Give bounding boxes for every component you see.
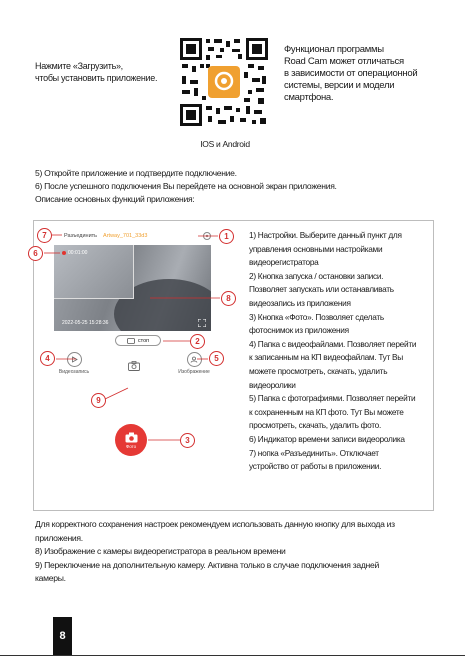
note-line: в зависимости от операционной xyxy=(284,68,418,79)
photo-folder-label: Изображение xyxy=(178,369,210,375)
step-line: Описание основных функций приложения: xyxy=(35,194,195,204)
desc-line: фотоснимок из приложения xyxy=(249,325,349,336)
desc-line: управления основными настройками xyxy=(249,243,383,254)
recording-indicator xyxy=(62,250,87,256)
photo-button[interactable] xyxy=(115,424,147,456)
bottom-line: 8) Изображение с камеры видеорегистратора в реальном времени xyxy=(35,546,286,556)
device-name: Artway_701_33d3 xyxy=(103,233,148,239)
live-video-feed xyxy=(54,245,211,331)
callout-5: 5 xyxy=(209,351,224,366)
bottom-line: 9) Переключение на дополнительную камеру. Активна только в случае подключения задней xyxy=(35,559,379,570)
callout-4: 4 xyxy=(40,351,55,366)
video-folder-label: Видеозапись xyxy=(58,369,90,375)
note-line: системы, версии и модели xyxy=(284,80,395,91)
install-instructions xyxy=(35,60,175,84)
app-screen-mockup xyxy=(54,228,214,490)
desc-line: Позволяет запускать или останавливать xyxy=(249,284,394,295)
desc-line: устройство от работы в приложении. xyxy=(249,461,382,472)
qr-code xyxy=(178,36,270,128)
callout-6: 6 xyxy=(28,246,43,261)
note-line: Функционал программы xyxy=(284,44,384,55)
qr-code-graphic xyxy=(178,36,270,128)
desc-line: 3) Кнопка «Фото». Позволяет сделать xyxy=(249,311,384,322)
recording-time: 00:01:00 xyxy=(68,250,88,256)
record-stop-button[interactable] xyxy=(115,335,161,346)
callout-3: 3 xyxy=(180,433,195,448)
bottom-line: приложения. xyxy=(35,532,83,543)
record-dot-icon xyxy=(62,251,66,255)
bottom-line: Для корректного сохранения настроек рекомендуем использовать данную кнопку для выхода из xyxy=(35,519,395,529)
callout-9: 9 xyxy=(91,393,106,408)
note-line: смартфона. xyxy=(284,92,334,103)
functionality-note xyxy=(284,44,444,104)
footer-divider xyxy=(0,655,465,656)
desc-line: 6) Индикатор времени записи видеоролика xyxy=(249,433,405,444)
desc-line: 1) Настройки. Выберите данный пункт для xyxy=(249,230,402,240)
desc-line: можете просмотреть, скачать, удалить xyxy=(249,365,388,376)
desc-line: 5) Папка с фотографиями. Позволяет перейти xyxy=(249,393,416,404)
bottom-notes xyxy=(35,518,445,586)
camera-icon xyxy=(125,432,138,443)
install-line: Нажмите «Загрузить», xyxy=(35,61,123,71)
desc-line: видеорегистратора xyxy=(249,257,319,268)
camera-switch-button[interactable] xyxy=(114,358,154,375)
video-timestamp: 2022-05-25 15:28:36 xyxy=(62,320,109,326)
play-icon xyxy=(67,352,82,367)
desc-line: просмотреть, скачать, удалить фото. xyxy=(249,420,381,431)
desc-line: 7) нопка «Разъединить». Отключает xyxy=(249,447,379,458)
fullscreen-icon[interactable] xyxy=(198,319,206,327)
camera-switch-icon xyxy=(127,338,135,344)
desc-line: к записанным на КП видеофайлам. Тут Вы xyxy=(249,352,403,363)
callout-7: 7 xyxy=(37,228,52,243)
bottom-line: камеры. xyxy=(35,573,66,583)
install-line: чтобы установить приложение. xyxy=(35,73,158,83)
photo-button-label: Фото xyxy=(125,443,137,449)
camera-icon xyxy=(127,358,142,373)
callout-1: 1 xyxy=(219,229,234,244)
record-stop-label: стоп xyxy=(137,337,150,344)
desc-line: видеозапись из приложения xyxy=(249,297,351,308)
step-line: 5) Откройте приложение и подтвердите подключение. xyxy=(35,168,237,178)
callout-8: 8 xyxy=(221,291,236,306)
gear-icon[interactable] xyxy=(202,231,212,241)
desc-line: к сохраненным на КП фото. Тут Вы можете xyxy=(249,406,404,417)
function-descriptions xyxy=(249,229,434,474)
app-header xyxy=(54,228,214,244)
desc-line: видеоролики xyxy=(249,379,296,390)
desc-line: 4) Папка с видеофайлами. Позволяет перейти xyxy=(249,338,417,349)
video-folder-button[interactable] xyxy=(54,352,94,375)
steps-list xyxy=(35,167,455,206)
image-icon xyxy=(187,352,202,367)
desc-line: 2) Кнопка запуска / остановки записи. xyxy=(249,270,384,281)
qr-caption: IOS и Android xyxy=(200,139,250,149)
photo-folder-button[interactable] xyxy=(174,352,214,375)
disconnect-button[interactable]: Разъединить xyxy=(64,233,98,239)
page-number: 8 xyxy=(53,617,72,655)
callout-2: 2 xyxy=(190,334,205,349)
step-line: 6) После успешного подключения Вы перейдете на основной экран приложения. xyxy=(35,181,337,191)
note-line: Road Cam может отличаться xyxy=(284,56,404,67)
